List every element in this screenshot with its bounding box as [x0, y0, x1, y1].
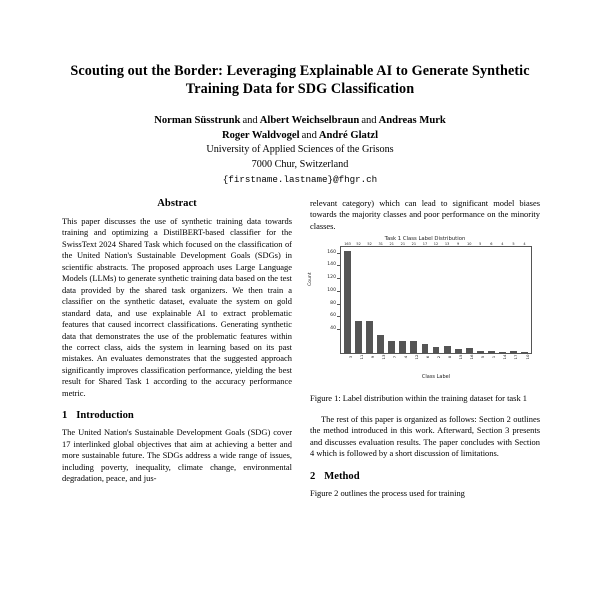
bar: [488, 241, 495, 355]
bar-value-label: 9: [457, 241, 460, 246]
chart-title: Task 1 Class Label Distribution: [384, 236, 466, 243]
bar-value-label: 21: [411, 241, 417, 246]
chart-xlabel: Class Label: [421, 374, 451, 381]
bar-value-label: 17: [422, 241, 428, 246]
y-tick-label: 100: [327, 287, 336, 293]
bar: [444, 241, 451, 354]
class-label-distribution-chart: [310, 234, 540, 386]
bar-value-label: 6: [490, 241, 493, 246]
y-tick-label: 160: [327, 249, 336, 255]
author-name: Albert Weichselbraun: [259, 115, 360, 127]
introduction-paragraph: The United Nation's Sustainable Development Goals (SDG) cover 17 interlinked global objectives that aim at achieving a better and more sustainable future. The SDGs address a wide range of issues, including poverty, inequality, climate change, environmental degradation, peace, and jus-: [62, 427, 292, 484]
y-tick-label: 140: [327, 262, 336, 268]
bar-value-label: 21: [400, 241, 406, 246]
y-tick-label: 80: [330, 300, 336, 306]
bar-slot: [431, 241, 442, 354]
section-number: 2: [310, 470, 316, 482]
bar-slot: [342, 241, 353, 354]
section-title: Method: [324, 470, 360, 482]
bar-slot: [353, 241, 364, 354]
bar-slot: [497, 241, 508, 354]
left-column: [62, 198, 292, 499]
x-tick: 12: [413, 354, 419, 360]
bar-value-label: 13: [444, 241, 450, 246]
author-separator: and: [242, 115, 258, 127]
bar-slot: [475, 241, 486, 354]
bar-slot: [408, 241, 419, 354]
bar-slot: [464, 241, 475, 354]
bar-value-label: 10: [466, 241, 472, 246]
author-block: [58, 113, 542, 186]
bar-value-label: 31: [378, 241, 383, 246]
bar-value-label: 4: [501, 241, 504, 246]
author-name: Andreas Murk: [378, 115, 446, 127]
x-tick: 14: [502, 354, 508, 360]
bar: [477, 241, 484, 354]
bar-value-label: 5: [512, 241, 515, 246]
author-line-2: [58, 128, 542, 143]
bar-value-label: 52: [367, 241, 372, 246]
author-name: André Glatzl: [318, 130, 379, 142]
x-tick: 11: [358, 354, 364, 360]
bar-value-label: 21: [389, 241, 395, 246]
x-tick: 5: [480, 356, 486, 359]
right-column: [310, 198, 540, 499]
x-tick: 1: [491, 356, 497, 359]
bar-slot: [397, 241, 408, 354]
affiliation: University of Applied Sciences of the Grisons: [206, 144, 394, 156]
section-number: 1: [62, 410, 68, 422]
x-tick: 17: [513, 354, 519, 360]
author-separator: and: [301, 130, 317, 142]
method-paragraph: Figure 2 outlines the process used for training: [310, 487, 465, 498]
page-title: Scouting out the Border: Leveraging Explainable AI to Generate Synthetic Training Data for SDG Classification: [70, 63, 530, 98]
x-tick: 6: [424, 356, 430, 359]
body-columns: [0, 198, 600, 499]
x-tick: 9: [369, 356, 375, 359]
bar-value-label: 5: [479, 241, 482, 246]
bar-slot: [508, 241, 519, 354]
author-name: Roger Waldvogel: [221, 130, 300, 142]
bar: [399, 241, 406, 354]
section-heading-introduction: [62, 410, 292, 421]
bar: [344, 241, 351, 355]
chart-ylabel: Count: [308, 272, 313, 287]
bar-value-label: 4: [523, 241, 526, 246]
x-tick: 16: [469, 354, 475, 360]
bar-value-label: 52: [356, 241, 361, 246]
bar: [355, 241, 362, 354]
figure-caption: Figure 1: Label distribution within the training dataset for task 1: [310, 393, 527, 404]
author-line-1: [58, 113, 542, 128]
bar-slot: [453, 241, 464, 354]
y-tick-label: 120: [327, 275, 336, 281]
contact-email[interactable]: {firstname.lastname}@fhgr.ch: [222, 174, 378, 186]
section-title: Introduction: [76, 410, 134, 422]
bar: [466, 241, 473, 354]
y-tick-label: 60: [330, 313, 336, 319]
bar-slot: [419, 241, 430, 354]
chart-bars: [340, 241, 532, 354]
right-top-paragraph: relevant category) which can lead to significant model biases towards the majority classes and poor performance on the minority classes.: [310, 198, 540, 231]
bar-value-label: 12: [433, 241, 439, 246]
bar: [366, 241, 373, 354]
address: 7000 Chur, Switzerland: [251, 158, 349, 170]
x-tick: 7: [391, 356, 397, 359]
bar: [433, 241, 440, 355]
bar: [388, 241, 395, 354]
x-tick: 10: [524, 354, 530, 360]
bar-slot: [386, 241, 397, 354]
x-tick: 15: [458, 354, 464, 360]
bar: [377, 241, 384, 355]
abstract-text: This paper discusses the use of synthetic training data towards training and optimizing a DistilBERT-based classifier for the SwissText 2024 Shared Task which focused on the classification of the United Nation's Sustainable Development Goals (SDGs) in scientific abstracts. The proposed approach uses Large Language Models (LLMs) to generate synthetic training data based on the test data provided by the shared task organizers. We then train a classifier on the synthetic dataset, evaluate the system on gold standard data, and use explainable AI to extract problematic features that caused incorrect classifications. Generating synthetic data that demonstrates the use of the problematic features within the correct class, aids the system in learning based on its past mistakes. An evaluates demonstrates that the suggested approach significantly improves classification performance, yielding the best result for Shared Task 1 according to the accuracy performance metric.: [62, 216, 292, 398]
bar-slot: [486, 241, 497, 354]
abstract-heading: Abstract: [157, 198, 197, 209]
x-tick: 13: [380, 354, 386, 360]
organization-paragraph: The rest of this paper is organized as follows: Section 2 outlines the method introduced in this work. Afterward, Section 3 presents and discusses evaluation results. The paper concludes with Section 4 which is followed by a short discussion of limitations.: [310, 413, 540, 459]
y-tick-label: 40: [330, 325, 336, 331]
bar-slot: [519, 241, 530, 354]
x-tick: 4: [402, 356, 408, 359]
bar-slot: [442, 241, 453, 354]
bar-slot: [375, 241, 386, 354]
bar: [410, 241, 417, 354]
x-tick: 3: [347, 356, 353, 359]
figure-1: [310, 234, 540, 404]
bar-value-label: 163: [344, 241, 351, 246]
section-heading-method: [310, 471, 540, 482]
author-separator: and: [361, 115, 377, 127]
author-name: Norman Süsstrunk: [154, 115, 241, 127]
x-tick: 2: [436, 356, 442, 359]
bar: [422, 241, 429, 355]
chart-x-axis: [340, 355, 532, 373]
x-tick: 8: [447, 356, 453, 359]
bar-slot: [364, 241, 375, 354]
title-block: [0, 0, 600, 186]
